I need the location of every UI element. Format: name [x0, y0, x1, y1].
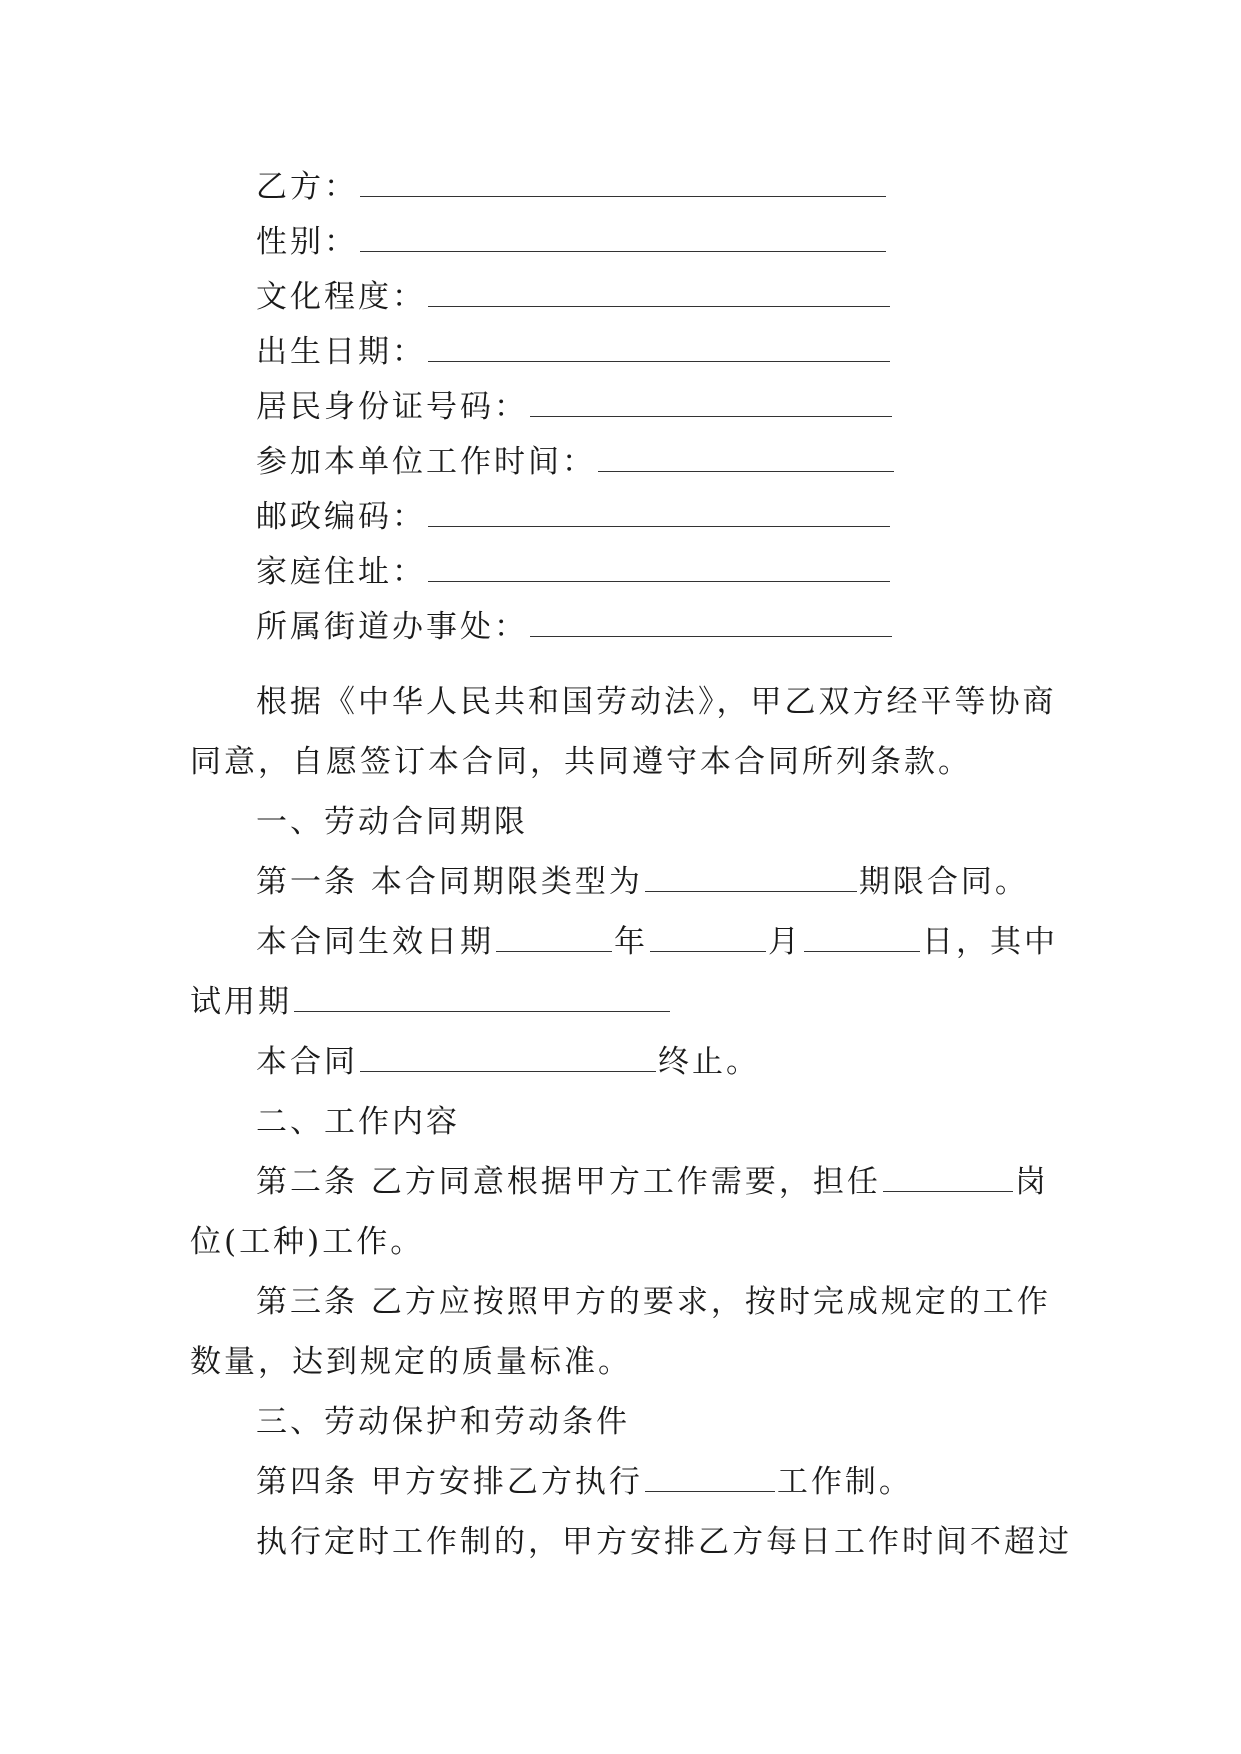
article-3-text-2: 数量，达到规定的质量标准。: [190, 1344, 632, 1380]
intro-text-2: 同意，自愿签订本合同，共同遵守本合同所列条款。: [190, 744, 972, 780]
article-2-text-2: 位(工种)工作。: [190, 1224, 425, 1260]
join-date-blank[interactable]: [598, 437, 894, 472]
article-1-prefix: 第一条 本合同期限类型为: [256, 864, 643, 900]
article-4-prefix: 第四条 甲方安排乙方执行: [256, 1464, 643, 1500]
work-system-blank[interactable]: [645, 1457, 775, 1492]
month-blank[interactable]: [650, 917, 766, 952]
year-label: 年: [614, 924, 648, 960]
subdistrict-label: 所属街道办事处：: [256, 609, 528, 645]
probation-row: [190, 973, 1050, 1031]
contract-end-suffix: 终止。: [658, 1044, 760, 1080]
contract-end-row: [256, 1033, 1050, 1091]
article-2-row: [256, 1153, 1050, 1211]
intro-line-1: [256, 673, 1057, 731]
fixed-hours-row: [256, 1513, 1072, 1571]
party-b-blank[interactable]: [360, 162, 886, 197]
article-3-line-1: [256, 1273, 1050, 1331]
section-3-heading: [256, 1393, 1050, 1451]
position-blank[interactable]: [883, 1157, 1013, 1192]
contract-end-blank[interactable]: [360, 1037, 656, 1072]
fixed-hours-text: 执行定时工作制的，甲方安排乙方每日工作时间不超过: [256, 1524, 1072, 1560]
education-row: [256, 268, 1050, 326]
intro-line-2: [190, 733, 1050, 791]
article-1-suffix: 期限合同。: [858, 864, 1029, 900]
effective-date-row: [256, 913, 1058, 971]
subdistrict-row: [256, 598, 1050, 656]
gender-row: [256, 213, 1050, 271]
article-4-suffix: 工作制。: [776, 1464, 913, 1500]
section-1-heading: [256, 793, 1050, 851]
month-label: 月: [768, 924, 802, 960]
section-3-title: 三、劳动保护和劳动条件: [256, 1404, 630, 1440]
id-number-blank[interactable]: [530, 382, 892, 417]
section-2-heading: [256, 1093, 1050, 1151]
education-label: 文化程度：: [256, 279, 426, 315]
birth-date-row: [256, 323, 1050, 381]
id-number-row: [256, 378, 1050, 436]
section-2-title: 二、工作内容: [256, 1104, 460, 1140]
contract-end-prefix: 本合同: [256, 1044, 358, 1080]
section-1-title: 一、劳动合同期限: [256, 804, 528, 840]
subdistrict-blank[interactable]: [530, 602, 892, 637]
education-blank[interactable]: [428, 272, 890, 307]
party-b-label: 乙方：: [256, 169, 358, 205]
party-b-row: [256, 158, 1050, 216]
day-suffix: 日，其中: [922, 924, 1058, 960]
home-address-label: 家庭住址：: [256, 554, 426, 590]
probation-label: 试用期: [190, 984, 292, 1020]
join-date-label: 参加本单位工作时间：: [256, 444, 596, 480]
intro-text-1: 根据《中华人民共和国劳动法》，甲乙双方经平等协商: [256, 684, 1057, 720]
contract-type-blank[interactable]: [645, 857, 857, 892]
postal-code-blank[interactable]: [428, 492, 890, 527]
home-address-row: [256, 543, 1050, 601]
id-number-label: 居民身份证号码：: [256, 389, 528, 425]
join-date-row: [256, 433, 1050, 491]
article-2-line-2: [190, 1213, 1050, 1271]
birth-date-label: 出生日期：: [256, 334, 426, 370]
year-blank[interactable]: [496, 917, 612, 952]
postal-code-row: [256, 488, 1050, 546]
postal-code-label: 邮政编码：: [256, 499, 426, 535]
article-4-row: [256, 1453, 1050, 1511]
article-1-row: [256, 853, 1050, 911]
article-2-prefix: 第二条 乙方同意根据甲方工作需要，担任: [256, 1164, 881, 1200]
probation-blank[interactable]: [294, 977, 670, 1012]
birth-date-blank[interactable]: [428, 327, 890, 362]
article-2-suffix: 岗: [1014, 1164, 1049, 1200]
effective-date-prefix: 本合同生效日期: [256, 924, 494, 960]
home-address-blank[interactable]: [428, 547, 890, 582]
gender-label: 性别：: [256, 224, 358, 260]
gender-blank[interactable]: [360, 217, 886, 252]
article-3-line-2: [190, 1333, 1050, 1391]
day-blank[interactable]: [804, 917, 920, 952]
article-3-text-1: 第三条 乙方应按照甲方的要求，按时完成规定的工作: [256, 1284, 1051, 1320]
